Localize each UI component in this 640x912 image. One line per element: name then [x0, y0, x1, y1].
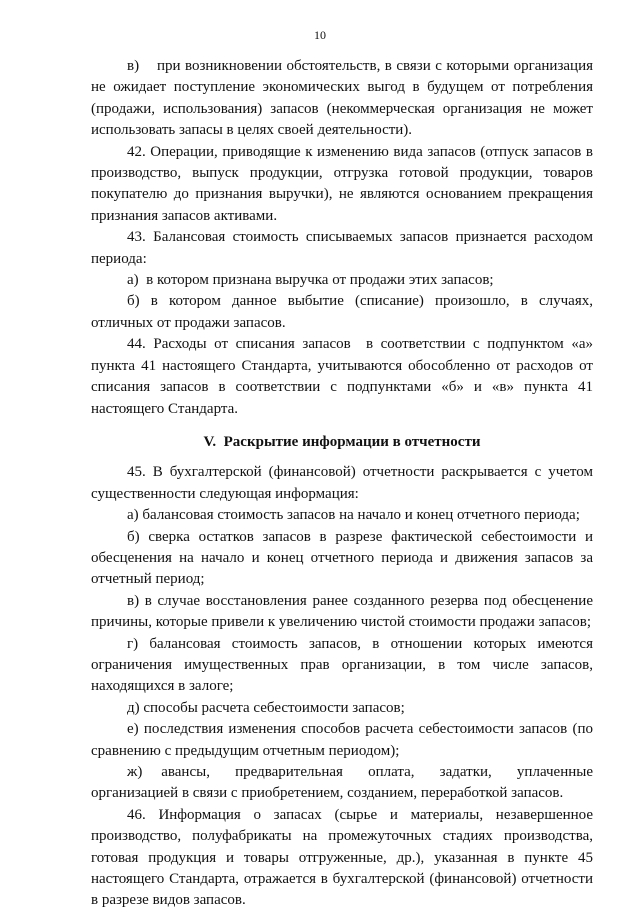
- paragraph-43: 43. Балансовая стоимость списываемых запасов признается расходом периода:: [91, 229, 593, 267]
- paragraph-45-subitem-g: г) балансовая стоимость запасов, в отношении которых имеются ограничения имущественных прав организации, в том числе запасов, находящихся в залоге;: [91, 635, 593, 695]
- paragraph-43-subitem-b: б) в котором данное выбытие (списание) произошло, в случаях, отличных от продажи запасов.: [91, 293, 593, 331]
- paragraph-45-subitem-a: а) балансовая стоимость запасов на начало и конец отчетного периода;: [127, 507, 580, 524]
- paragraph-46: 46. Информация о запасах (сырье и материалы, незавершенное производство, полуфабрикаты на промежуточных стадиях производства, готовая продукция и товары отгруженные, др.), указанная в пункте 45 настоящего Стандарта, отражается в бухгалтерской (финансовой) отчетности в разрезе видов запасов.: [91, 806, 593, 909]
- paragraph-45: 45. В бухгалтерской (финансовой) отчетности раскрывается с учетом существенности следующая информация:: [91, 464, 593, 502]
- paragraph-45-subitem-d: д) способы расчета себестоимости запасов;: [127, 699, 405, 716]
- paragraph-42: 42. Операции, приводящие к изменению вида запасов (отпуск запасов в производство, выпуск продукции, отгрузка готовой продукции, товаров покупателю до признания выручки), не являются основанием прекращения признания запасов активами.: [91, 143, 593, 224]
- document-body: [91, 56, 593, 912]
- paragraph-45-subitem-zh: ж) авансы, предварительная оплата, задатки, уплаченные организацией в связи с приобретением, созданием, переработкой запасов.: [91, 764, 593, 802]
- paragraph-45-subitem-v: в) в случае восстановления ранее созданного резерва под обесценение причины, которые привели к увеличению чистой стоимости продажи запасов;: [91, 592, 593, 631]
- paragraph-45-subitem-e: е) последствия изменения способов расчета себестоимости запасов (по сравнению с предыдущим отчетным периодом);: [91, 721, 593, 759]
- paragraph-45-subitem-b: б) сверка остатков запасов в разрезе фактической себестоимости и обесценения на начало и конец отчетного периода и движения запасов за отчетный период;: [91, 528, 593, 588]
- paragraph-43-subitem-a: а) в котором признана выручка от продажи этих запасов;: [127, 272, 494, 289]
- page-number: 10: [314, 28, 326, 42]
- paragraph-44: 44. Расходы от списания запасов в соответствии с подпунктом «а» пункта 41 настоящего Стандарта, учитываются обособленно от расходов от списания запасов в соответствии с подпунктами «б» и «в» пункта 41 настоящего Стандарта.: [91, 336, 593, 417]
- section-heading: V. Раскрытие информации в отчетности: [203, 433, 481, 450]
- paragraph-subitem-v: в) при возникновении обстоятельств, в связи с которыми организация не ожидает поступление экономических выгод в будущем от потребления (продажи, использования) запасов (некоммерческая организация не может использовать запасы в целях своей деятельности).: [91, 58, 593, 139]
